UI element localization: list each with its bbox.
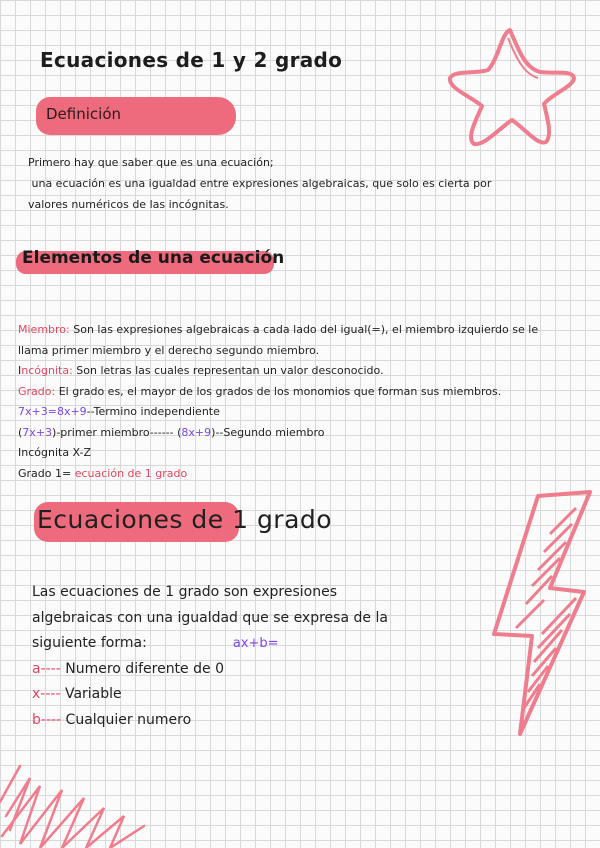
definicion-heading-badge xyxy=(36,97,236,135)
lightning-doodle xyxy=(480,488,600,738)
variable-text: Numero diferente de 0 xyxy=(60,660,224,677)
definicion-line: valores numéricos de las incógnitas. xyxy=(28,198,229,211)
grado-label: Grado: xyxy=(18,384,56,398)
variable-text: Variable xyxy=(60,686,122,702)
miembro-line-2: llama primer miembro y el derecho segundo miembro. xyxy=(18,343,320,357)
primer-miembro-eq: 7x+3 xyxy=(22,425,53,439)
primer-grado-line3: siguiente forma: xyxy=(32,635,147,651)
segundo-miembro-text: )--Segundo miembro xyxy=(211,425,325,439)
primer-grado-paragraph xyxy=(32,580,472,733)
definicion-heading: Definición xyxy=(46,105,121,123)
segundo-miembro-eq: 8x+9 xyxy=(181,425,212,439)
variable-item xyxy=(32,657,472,683)
miembro-line xyxy=(18,320,600,341)
miembros-line xyxy=(18,423,600,444)
paren-open: ( xyxy=(18,425,23,439)
grado1-line xyxy=(18,464,600,485)
grado1-value: ecuación de 1 grado xyxy=(74,466,188,480)
incognita-first-letter: I xyxy=(18,364,22,377)
primer-grado-line xyxy=(32,631,472,657)
incognita-label: ncógnita: xyxy=(21,364,73,377)
definicion-line: una ecuación es una igualdad entre expresiones algebraicas, que solo es cierta por xyxy=(28,177,492,190)
miembro-label: Miembro: xyxy=(18,323,70,336)
example-equation-line xyxy=(18,402,600,423)
elementos-list xyxy=(18,320,600,484)
incognita-line xyxy=(18,361,600,382)
star-doodle xyxy=(440,24,580,154)
elementos-heading: Elementos de una ecuación xyxy=(22,248,285,268)
grado-text: El grado es, el mayor de los grados de los monomios que forman sus miembros. xyxy=(55,384,502,398)
primer-grado-line: algebraicas con una igualdad que se expresa de la xyxy=(32,609,388,626)
variable-key: b---- xyxy=(32,711,62,728)
variable-key: a---- xyxy=(32,660,61,677)
incognita-text: Son letras las cuales representan un valor desconocido. xyxy=(72,364,384,377)
primer-grado-line: Las ecuaciones de 1 grado son expresiones xyxy=(32,584,338,600)
formula: ax+b= xyxy=(232,636,279,651)
variable-item xyxy=(32,708,472,734)
variable-key: x---- xyxy=(32,686,61,702)
grado1-prefix: Grado 1= xyxy=(18,466,75,480)
miembro-text: Son las expresiones algebraicas a cada lado del igual(=), el miembro izquierdo se le xyxy=(69,323,539,336)
incognita-xz-line: Incógnita X-Z xyxy=(18,446,92,459)
definicion-paragraph xyxy=(28,152,568,215)
scribble-doodle xyxy=(0,756,160,848)
grado-line xyxy=(18,382,600,403)
primer-miembro-text: )-primer miembro------ ( xyxy=(52,425,182,439)
definicion-line: Primero hay que saber que es una ecuación; xyxy=(28,156,274,169)
page-title: Ecuaciones de 1 y 2 grado xyxy=(40,48,343,72)
example-equation-text: --Termino independiente xyxy=(86,405,220,418)
primer-grado-heading: Ecuaciones de 1 grado xyxy=(37,505,333,534)
example-equation: 7x+3=8x+9 xyxy=(18,405,87,418)
variable-text: Cualquier numero xyxy=(61,711,192,728)
variable-item xyxy=(32,682,472,708)
